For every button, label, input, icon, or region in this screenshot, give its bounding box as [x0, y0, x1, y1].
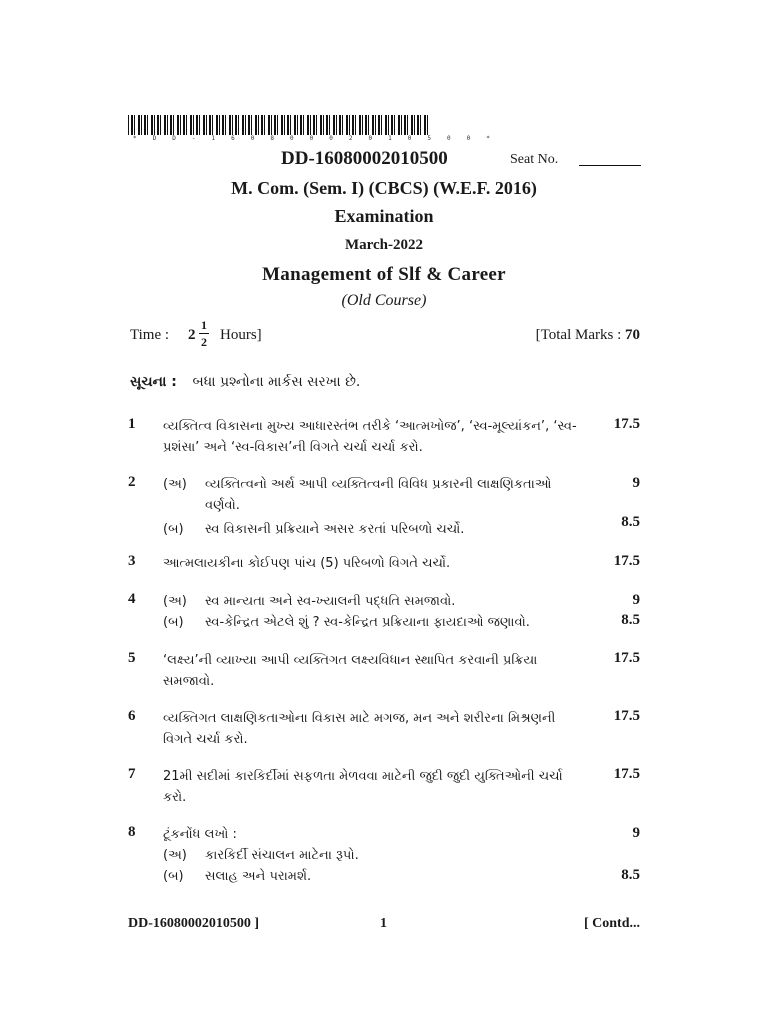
question-marks: 17.5	[613, 708, 640, 724]
question-number: 5	[128, 650, 136, 666]
time-numerator: 1	[201, 318, 207, 332]
sub-question-b: (બ) સલાહ અને પરામર્શ.	[163, 869, 312, 884]
seat-no-label: Seat No.	[510, 152, 559, 167]
question-number: 6	[128, 708, 136, 724]
time-unit: Hours]	[220, 327, 262, 343]
sub-question-a: (અ) કારકિર્દી સંચાલન માટેના રૂપો.	[163, 848, 359, 863]
time-denominator: 2	[201, 335, 207, 349]
question-text: વ્યક્તિત્વ વિકાસના મુખ્ય આધારસ્તંભ તરીકે ‘આત્મખોજ’, ‘સ્વ-મૂલ્યાંકન’, ‘સ્વ-પ્રશંસા’ અને ‘સ્વ-વિકાસ’ની વિગતે ચર્ચા ચર્ચા કરો.	[163, 419, 577, 455]
question-marks: 17.5	[613, 553, 640, 569]
question-text: ‘લક્ષ્ય’ની વ્યાખ્યા આપી વ્યક્તિગત લક્ષ્યવિધાન સ્થાપિત કરવાની પ્રક્રિયા સમજાવો.	[163, 653, 538, 689]
sub-question-b: (બ) સ્વ વિકાસની પ્રક્રિયાને અસર કરતાં પરિબળો ચર્ચો.	[163, 522, 465, 537]
note-label: સૂચના :	[130, 374, 177, 390]
question-number: 7	[128, 766, 136, 782]
continued-label: [ Contd...	[583, 916, 640, 931]
question-number: 2	[128, 474, 136, 490]
total-marks	[536, 327, 640, 344]
question-number: 1	[128, 416, 136, 432]
seat-no-blank	[579, 165, 641, 166]
question-text: આત્મલાયકીના કોઈપણ પાંચ (5) પરિબળો વિગતે ચર્ચો.	[163, 556, 451, 571]
question-text	[163, 591, 583, 633]
course-type: (Old Course)	[341, 292, 427, 309]
question-marks-a: 9	[632, 475, 640, 491]
exam-date: March-2022	[344, 237, 424, 253]
question-number: 4	[128, 591, 136, 607]
time-label: Time :	[130, 327, 170, 343]
sub-question-b: (બ) સ્વ-કેન્દ્રિત એટલે શું ? સ્વ-કેન્દ્રિત પ્રક્રિયાના ફાયદાઓ જણાવો.	[163, 615, 530, 630]
time-fraction	[199, 318, 209, 349]
subject-title: Management of Slf & Career	[262, 264, 506, 285]
question-marks-a: 9	[632, 592, 640, 608]
total-marks-value: 70	[625, 327, 640, 343]
question-text: વ્યક્તિગત લાક્ષણિકતાઓના વિકાસ માટે મગજ, મન અને શરીરના મિશ્રણની વિગતે ચર્ચા કરો.	[163, 711, 556, 747]
question-marks-b: 8.5	[621, 612, 640, 628]
sub-question-a: (અ) સ્વ માન્યતા અને સ્વ-ખ્યાલની પદ્ધતિ સમજાવો.	[163, 594, 456, 609]
question-marks: 17.5	[613, 650, 640, 666]
short-note-intro: ટૂંકનોંધ લખો :	[163, 827, 237, 842]
barcode-digits: * D D - 1 6 0 8 0 0 0 2 0 1 0 5 0 0 *	[133, 135, 497, 142]
question-marks: 17.5	[613, 416, 640, 432]
course-title: M. Com. (Sem. I) (CBCS) (W.E.F. 2016)	[231, 178, 537, 198]
time-whole: 2	[188, 327, 196, 343]
question-text: 21મી સદીમાં કારકિર્દીમાં સફળતા મેળવવા માટેની જુદી જુદી યુક્તિઓની ચર્ચા કરો.	[163, 769, 563, 805]
question-text: (અ) વ્યક્તિત્વનો અર્થ આપી વ્યક્તિત્વની વિવિધ પ્રકારની લાક્ષણિકતાઓ વર્ણવો. (બ) સ્વ વિકાસની પ્રક્રિયાને અસર કરતાં પરિબળો ચર્ચો.	[163, 474, 583, 540]
question-marks-b: 8.5	[621, 867, 640, 883]
footer-paper-code: DD-16080002010500 ]	[128, 916, 260, 931]
page-number: 1	[380, 916, 387, 931]
question-text	[163, 824, 583, 887]
total-marks-label: [Total Marks :	[535, 327, 622, 343]
note-text: બધા પ્રશ્નોના માર્કસ સરખા છે.	[192, 374, 361, 390]
instruction-note	[130, 374, 360, 390]
paper-code-line	[0, 148, 768, 172]
question-number: 8	[128, 824, 136, 840]
exam-title: Examination	[334, 206, 434, 226]
barcode	[128, 115, 428, 135]
question-marks-intro: 9	[632, 825, 640, 841]
paper-code: DD-16080002010500	[281, 148, 448, 169]
question-number: 3	[128, 553, 136, 569]
sub-question-a: (અ) વ્યક્તિત્વનો અર્થ આપી વ્યક્તિત્વની વિવિધ પ્રકારની લાક્ષણિકતાઓ	[163, 477, 552, 492]
question-marks-b: 8.5	[621, 514, 640, 530]
question-marks: 17.5	[613, 766, 640, 782]
